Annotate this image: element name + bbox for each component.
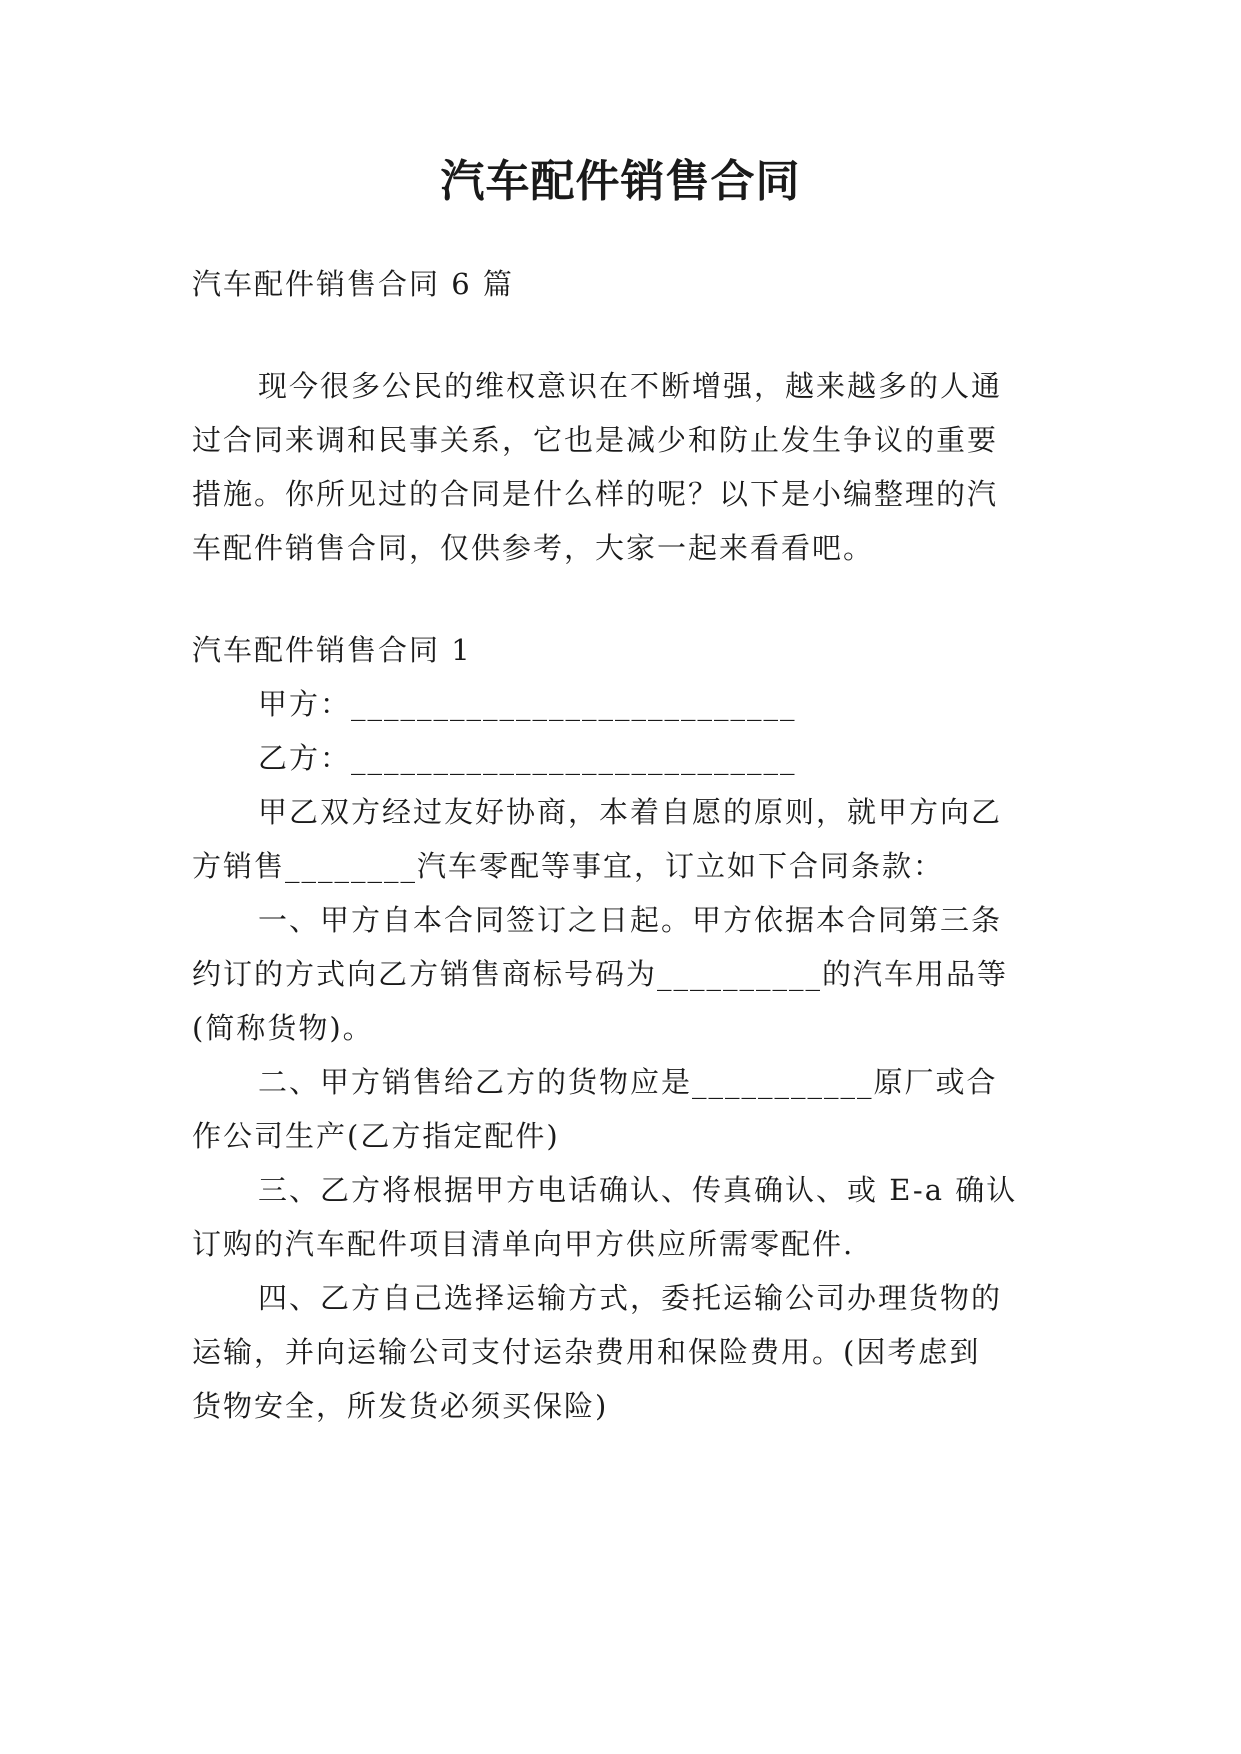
body-line: 货物安全，所发货必须买保险) bbox=[192, 1389, 609, 1423]
body-line: 三、乙方将根据甲方电话确认、传真确认、或 E-a 确认 bbox=[258, 1173, 1018, 1207]
body-line: 一、甲方自本合同签订之日起。甲方依据本合同第三条 bbox=[258, 903, 1003, 937]
intro-line: 过合同来调和民事关系，它也是减少和防止发生争议的重要 bbox=[192, 423, 999, 457]
party-a-line: 甲方：___________________________ bbox=[258, 687, 797, 721]
intro-line: 措施。你所见过的合同是什么样的呢？以下是小编整理的汽 bbox=[192, 477, 999, 511]
body-line: 甲乙双方经过友好协商，本着自愿的原则，就甲方向乙 bbox=[258, 795, 1003, 829]
document-subtitle: 汽车配件销售合同 6 篇 bbox=[192, 267, 514, 301]
body-line: 四、乙方自己选择运输方式，委托运输公司办理货物的 bbox=[258, 1281, 1003, 1315]
party-b-line: 乙方：___________________________ bbox=[258, 741, 797, 775]
intro-line: 现今很多公民的维权意识在不断增强，越来越多的人通 bbox=[258, 369, 1003, 403]
section-heading: 汽车配件销售合同 1 bbox=[192, 633, 472, 667]
body-line: 运输，并向运输公司支付运杂费用和保险费用。(因考虑到 bbox=[192, 1335, 981, 1369]
body-line: 订购的汽车配件项目清单向甲方供应所需零配件. bbox=[192, 1227, 855, 1261]
document-title: 汽车配件销售合同 bbox=[440, 156, 801, 207]
intro-line: 车配件销售合同，仅供参考，大家一起来看看吧。 bbox=[192, 531, 875, 565]
body-line: 二、甲方销售给乙方的货物应是___________原厂或合 bbox=[258, 1065, 998, 1099]
body-line: 约订的方式向乙方销售商标号码为__________的汽车用品等 bbox=[192, 957, 1009, 991]
body-line: (简称货物)。 bbox=[192, 1011, 374, 1045]
body-line: 方销售________汽车零配等事宜，订立如下合同条款： bbox=[192, 849, 945, 883]
body-line: 作公司生产(乙方指定配件) bbox=[192, 1119, 560, 1153]
